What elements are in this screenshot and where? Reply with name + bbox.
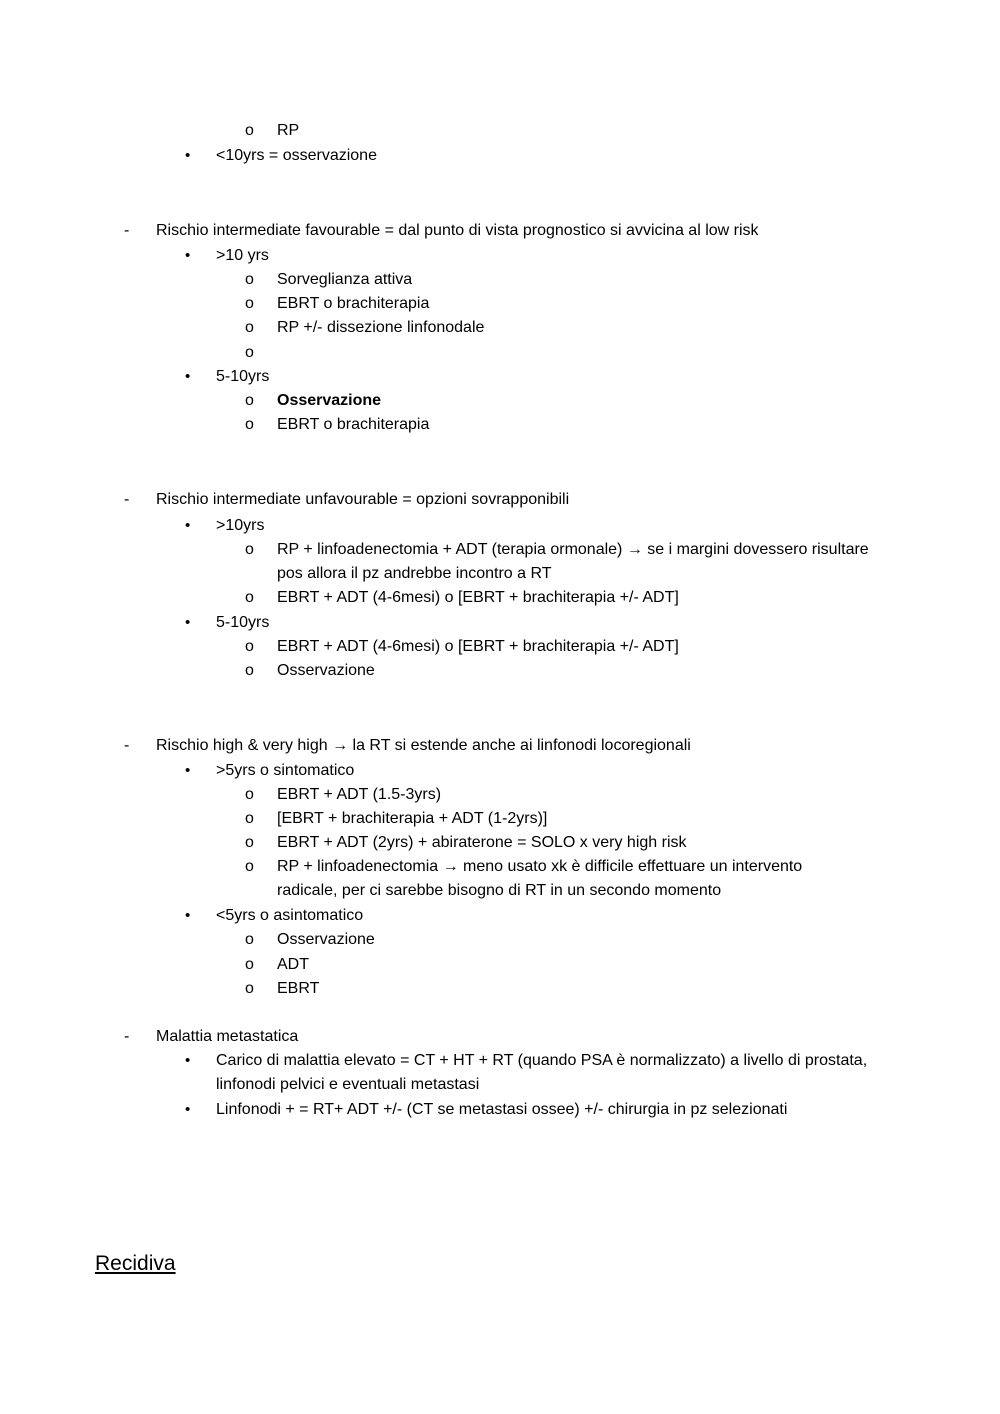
- disc-bullet: •: [185, 762, 191, 779]
- dash-bullet: -: [124, 1028, 130, 1045]
- circle-bullet: o: [245, 956, 254, 973]
- disc-bullet: •: [185, 147, 191, 164]
- list-item: Linfonodi + = RT+ ADT +/- (CT se metastasi ossee) +/- chirurgia in pz selezionati: [216, 1101, 788, 1118]
- section-item: Malattia metastatica: [156, 1028, 299, 1045]
- list-item: EBRT: [277, 980, 320, 997]
- circle-bullet: o: [245, 662, 254, 679]
- disc-bullet: •: [185, 1101, 191, 1118]
- list-item: >10yrs: [216, 517, 265, 534]
- list-item: EBRT o brachiterapia: [277, 416, 430, 433]
- disc-bullet: •: [185, 517, 191, 534]
- list-item: Sorveglianza attiva: [277, 271, 413, 288]
- circle-bullet: o: [245, 392, 254, 409]
- list-item: ADT: [277, 956, 309, 973]
- list-item: <5yrs o asintomatico: [216, 907, 364, 924]
- list-item: 5-10yrs: [216, 614, 270, 631]
- circle-bullet: o: [245, 122, 254, 139]
- list-item: EBRT + ADT (4-6mesi) o [EBRT + brachiterapia +/- ADT]: [277, 589, 679, 606]
- dash-bullet: -: [124, 491, 130, 508]
- list-item-continuation: pos allora il pz andrebbe incontro a RT: [277, 565, 552, 582]
- circle-bullet: o: [245, 295, 254, 312]
- list-item: <10yrs = osservazione: [216, 147, 377, 164]
- list-item: Carico di malattia elevato = CT + HT + RT (quando PSA è normalizzato) a livello di prostata,: [216, 1052, 868, 1069]
- list-item: 5-10yrs: [216, 368, 270, 385]
- list-item: RP: [277, 122, 300, 139]
- circle-bullet: o: [245, 271, 254, 288]
- circle-bullet: o: [245, 810, 254, 827]
- list-item-continuation: linfonodi pelvici e eventuali metastasi: [216, 1076, 480, 1093]
- circle-bullet: o: [245, 416, 254, 433]
- section-item: Rischio high & very high → la RT si estende anche ai linfonodi locoregionali: [156, 737, 691, 754]
- dash-bullet: -: [124, 222, 130, 239]
- list-item: [EBRT + brachiterapia + ADT (1-2yrs)]: [277, 810, 548, 827]
- list-item: >5yrs o sintomatico: [216, 762, 355, 779]
- list-item: Osservazione: [277, 662, 375, 679]
- circle-bullet: o: [245, 319, 254, 336]
- circle-bullet: o: [245, 786, 254, 803]
- list-item: >10 yrs: [216, 247, 269, 264]
- disc-bullet: •: [185, 247, 191, 264]
- list-item: RP +/- dissezione linfonodale: [277, 319, 485, 336]
- circle-bullet: o: [245, 638, 254, 655]
- circle-bullet: o: [245, 858, 254, 875]
- disc-bullet: •: [185, 907, 191, 924]
- list-item: RP + linfoadenectomia → meno usato xk è difficile effettuare un intervento: [277, 858, 803, 875]
- list-item: RP + linfoadenectomia + ADT (terapia ormonale) → se i margini dovessero risultare: [277, 541, 869, 558]
- list-item: EBRT o brachiterapia: [277, 295, 430, 312]
- list-item: EBRT + ADT (1.5-3yrs): [277, 786, 442, 803]
- section-item: Rischio intermediate favourable = dal punto di vista prognostico si avvicina al low risk: [156, 222, 759, 239]
- list-item-bold: Osservazione: [277, 392, 382, 409]
- circle-bullet: o: [245, 541, 254, 558]
- dash-bullet: -: [124, 737, 130, 754]
- disc-bullet: •: [185, 1052, 191, 1069]
- list-item: EBRT + ADT (2yrs) + abiraterone = SOLO x very high risk: [277, 834, 687, 851]
- circle-bullet: o: [245, 980, 254, 997]
- list-item: EBRT + ADT (4-6mesi) o [EBRT + brachiterapia +/- ADT]: [277, 638, 679, 655]
- disc-bullet: •: [185, 368, 191, 385]
- list-item: Osservazione: [277, 931, 375, 948]
- circle-bullet: o: [245, 834, 254, 851]
- circle-bullet: o: [245, 931, 254, 948]
- disc-bullet: •: [185, 614, 191, 631]
- circle-bullet: o: [245, 589, 254, 606]
- section-item: Rischio intermediate unfavourable = opzioni sovrapponibili: [156, 491, 570, 508]
- circle-bullet: o: [245, 344, 254, 361]
- list-item-continuation: radicale, per ci sarebbe bisogno di RT in un secondo momento: [277, 882, 722, 899]
- section-heading: Recidiva: [95, 1252, 176, 1275]
